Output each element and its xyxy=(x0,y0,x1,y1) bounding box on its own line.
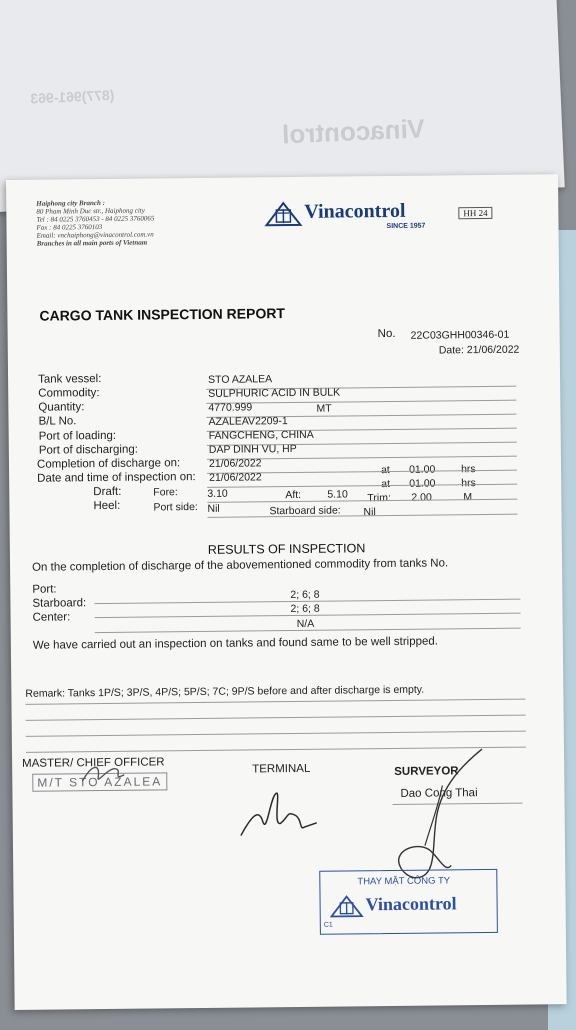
completion-value: 21/06/2022 xyxy=(209,457,262,470)
quantity-unit: MT xyxy=(316,403,331,415)
stamp-caption: THAY MẶT CÔNG TY xyxy=(357,875,450,887)
report-no-label: No. xyxy=(378,328,396,340)
starboard-tanks: 2; 6; 8 xyxy=(290,603,319,615)
starboard-side-value: Nil xyxy=(363,506,375,518)
branch-line: Haiphong city Branch : xyxy=(36,198,154,207)
ghost-text: Vinacontrol xyxy=(282,113,426,150)
branch-line: Email: vnchaiphong@vinacontrol.com.vn xyxy=(37,230,155,239)
terminal-label: TERMINAL xyxy=(252,763,310,776)
inspection-hrs: hrs xyxy=(461,477,476,489)
port-tanks: 2; 6; 8 xyxy=(290,589,319,601)
branch-line: Tel : 84 0225 3760453 - 84 0225 3760065 xyxy=(36,214,154,223)
pol-label: Port of loading: xyxy=(39,430,116,443)
quantity-value: 4770.999 xyxy=(208,401,252,413)
completion-hrs: hrs xyxy=(461,463,476,475)
branch-line: Branches in all main ports of Vietnam xyxy=(37,238,155,247)
report-date: Date: 21/06/2022 xyxy=(439,344,520,357)
trim-unit: M xyxy=(463,491,472,503)
completion-label: Completion of discharge on: xyxy=(37,457,180,470)
aft-value: 5.10 xyxy=(327,488,348,500)
completion-at: at xyxy=(381,464,390,476)
bl-value: AZALEAV2209-1 xyxy=(208,415,287,428)
pol-value: FANGCHENG, CHINA xyxy=(209,429,314,442)
center-label: Center: xyxy=(33,611,71,623)
center-tanks: N/A xyxy=(297,618,315,630)
master-officer-label: MASTER/ CHIEF OFFICER xyxy=(22,756,165,769)
bl-label: B/L No. xyxy=(38,415,76,427)
inspection-statement: We have carried out an inspection on tanks and found same to be well stripped. xyxy=(33,636,438,652)
stamp-scales-icon xyxy=(330,894,364,918)
stamp-logo: Vinacontrol xyxy=(365,893,456,915)
commodity-label: Commodity: xyxy=(38,387,99,400)
completion-time: 01.00 xyxy=(409,464,435,476)
stamp-code: C1 xyxy=(324,922,333,929)
report-no: 22C03GHH00346-01 xyxy=(411,329,510,342)
port-side-value: Nil xyxy=(207,503,219,515)
commodity-value: SULPHURIC ACID IN BULK xyxy=(208,387,340,400)
terminal-signature xyxy=(232,787,323,848)
scales-icon xyxy=(264,201,302,227)
ghost-text: (877)961-963 xyxy=(30,87,115,107)
aft-label: Aft: xyxy=(285,489,301,501)
inspection-label: Date and time of inspection on: xyxy=(37,471,196,485)
master-signature xyxy=(72,759,132,790)
port-side-label: Port side: xyxy=(153,501,197,513)
inspection-report-sheet xyxy=(6,174,567,1010)
results-title: RESULTS OF INSPECTION xyxy=(208,541,366,557)
report-title: CARGO TANK INSPECTION REPORT xyxy=(39,305,285,324)
quantity-label: Quantity: xyxy=(38,401,84,413)
remark-text: Remark: Tanks 1P/S; 3P/S, 4P/S; 5P/S; 7C; 9P/S before and after discharge is empty. xyxy=(25,684,424,700)
vessel-stamp: M/T STO AZALEA xyxy=(32,772,167,791)
branch-line: 80 Pham Minh Duc str., Haiphong city xyxy=(36,206,154,215)
pod-value: DAP DINH VU, HP xyxy=(209,443,297,456)
branch-line: Fax : 84 0225 3760103 xyxy=(36,222,154,231)
fore-value: 3.10 xyxy=(207,488,228,500)
results-intro: On the completion of discharge of the abovementioned commodity from tanks No. xyxy=(32,557,448,573)
inspection-value: 21/06/2022 xyxy=(209,471,262,484)
tank-vessel-value: STO AZALEA xyxy=(208,373,272,386)
port-label: Port: xyxy=(32,583,56,595)
fore-label: Fore: xyxy=(153,486,178,498)
branch-address xyxy=(36,198,154,247)
starboard-side-label: Starboard side: xyxy=(269,505,340,518)
vinacontrol-logo xyxy=(264,201,302,232)
surveyor-signature xyxy=(372,745,503,886)
draft-label: Draft: xyxy=(93,486,121,498)
surveyor-label: SURVEYOR xyxy=(394,765,458,778)
inspection-at: at xyxy=(381,478,390,490)
pod-label: Port of discharging: xyxy=(39,444,138,457)
heel-label: Heel: xyxy=(93,500,120,512)
tank-vessel-label: Tank vessel: xyxy=(38,373,101,386)
logo-since: SINCE 1957 xyxy=(386,223,425,230)
inspection-time: 01.00 xyxy=(409,478,435,490)
starboard-label: Starboard: xyxy=(32,597,86,610)
form-code: HH 24 xyxy=(458,207,492,219)
logo-name: Vinacontrol xyxy=(304,200,405,224)
trim-label: Trim: xyxy=(367,492,391,504)
trim-value: 2.00 xyxy=(411,492,432,504)
surveyor-name: Dao Cong Thai xyxy=(400,787,477,800)
